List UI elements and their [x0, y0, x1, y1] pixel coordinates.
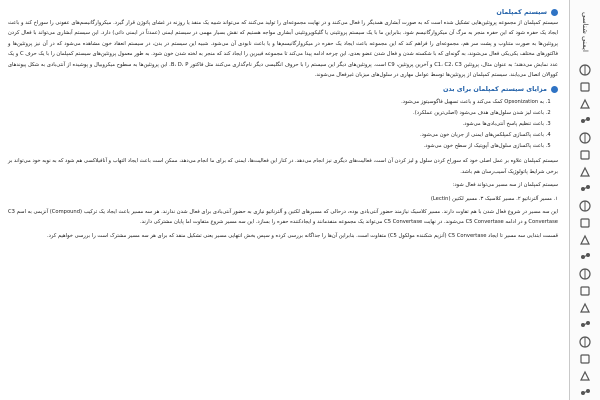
list-item: 3. باعث تنظیم پاسخ آنتی‌بادی‌ها می‌شود. — [8, 119, 544, 130]
gear-icon — [577, 148, 593, 162]
lab-icon — [577, 233, 593, 247]
atom-icon — [577, 216, 593, 230]
chart-icon — [577, 250, 593, 264]
cell-icon — [577, 114, 593, 128]
benefits-list — [8, 97, 558, 152]
molecule-icon — [577, 97, 593, 111]
syringe-icon — [577, 301, 593, 315]
list-item: 2. باعث لیز شدن سلول‌های هدف می‌شود (اصلی‌ترین عملکرد). — [8, 108, 544, 119]
bullet-icon — [551, 86, 558, 93]
clipboard-icon — [577, 386, 593, 400]
heart-icon — [577, 284, 593, 298]
pathways-list-line: ۱. مسیر آلترناتیو ۲. مسیر کلاسیک ۳. مسیر لکتین (Lectin) — [430, 195, 558, 202]
microscope-icon — [577, 63, 593, 77]
paragraph-other-functions: سیستم کمپلمان علاوه بر عمل اصلی خود که سوراخ کردن سلول و لیز کردن آن است، فعالیت‌های دیگری نیز انجام می‌دهد. در کنار این فعالیت‌ها، ایمنی که برای ما انجام می‌دهد، ممکن است باعث ایجاد التهاب و آنافیلاکسی هم شود که به نوبه خود می‌تواند بر برخی شرایط پاتولوژیک آسیب‌رسان هم باشد. — [8, 158, 558, 175]
sidebar-title: ایمنی شناسی — [581, 11, 589, 52]
document-content — [8, 6, 558, 396]
beaker-icon — [577, 318, 593, 332]
chapter-sidebar — [569, 0, 600, 400]
section-heading-text: مزایای سیستم کمپلمان برای بدن — [442, 85, 547, 94]
flask-icon — [577, 80, 593, 94]
pill-icon — [577, 335, 593, 349]
paragraph-convertase: این سه مسیر در شروع فعال شدن با هم تفاوت دارند. مسیر کلاسیک نیازمند حضور آنتی‌بادی بوده، درحالی که مسیرهای لکتین و آلترناتیو نیازی به حضور آنتی‌بادی برای فعال شدن ندارند. هر سه مسیر باعث ایجاد یک ترکیب (Compound) آنزیمی به اسم C3 Convertase و در ادامه C5 Convertase می‌شوند. در نهایت C5 Convertase می‌تواند یک مجموعه منفذمانند و ایجادکننده حفره را بسازد. این سه مسیر شروع متفاوت اما پایان مشترکی دارند. — [8, 209, 558, 226]
list-item: 1. به Opsonization کمک می‌کند و باعث تسهیل فاگوسیتوز می‌شود. — [8, 97, 544, 108]
sidebar-icon-list — [577, 63, 593, 400]
tube-icon — [577, 199, 593, 213]
virus-icon — [577, 182, 593, 196]
section-heading-benefits — [8, 83, 558, 95]
leaf-icon — [577, 267, 593, 281]
bacteria-icon — [577, 352, 593, 366]
section-heading-complement — [8, 6, 558, 18]
magnifier-icon — [577, 369, 593, 383]
bullet-icon — [551, 9, 558, 16]
paragraph-final: قسمت ابتدایی سه مسیر تا ایجاد C5 Convertase (آنزیم شکننده مولکول C5) متفاوت است. بنابراین آن‌ها را جداگانه بررسی کرده و سپس بخش انتهایی مسیر یعنی تشکیل منفذ که برای هر سه مسیر مشترک است را بررسی خواهیم کرد. — [46, 232, 558, 239]
list-item: 4. باعث پاکسازی کمپلکس‌های ایمنی از جریان خون می‌شود. — [8, 130, 544, 141]
paragraph-complement-intro: سیستم کمپلمان از مجموعه پروتئین‌هایی تشکیل شده است که به صورت آبشاری همدیگر را فعال می‌کنند و در نهایت مجموعه‌ای را تولید می‌کنند که می‌تواند شبیه یک منفذ یا روزنه در غشای پاتوژن قرار گیرد. میکروارگانیسم‌های عفونی را سوراخ کند و باعث ایجاد یک حفره شود که این حفره منجر به مرگ آن میکروارگانیسم شود. بنابراین ما با یک سیستم پروتئینی یا گلیکوپروتئینی آبشاری مواجه هستیم که نقش بسیار مهمی در سیستم ایمنی (عمدتاً در ایمنی ذاتی) دارد. این سیستم آبشاری می‌تواند با فعال کردن پروتئین‌ها به صورت متناوب و پشت سر هم، مجموعه‌ای را فراهم کند که این مجموعه باعث ایجاد یک حفره در میکروارگانیسم‌ها و یا باعث نابودی آن می‌شود. شبیه این سیستم در بدن، در سیستم انعقاد خون مشاهده می‌شود که در آن نیز پروتئین‌ها و فاکتورهای مختلف یکی‌یکی فعال می‌شوند، به گونه‌ای که با شکسته شدن و فعال شدن عضو بعدی، این چرخه ادامه پیدا می‌کند تا مجموعه فیبرین را ایجاد کند که منجر به لخته شدن خون شود. به طور معمول پروتئین‌های سیستم کمپلمان را با یک حرف C و یک عدد نمایش می‌دهند؛ به عنوان مثال، پروتئین C1، C2، C3 و آخرین پروتئین، C9 است. پروتئین‌های دیگر این سیستم را با حروف انگلیسی دیگر نام‌گذاری می‌کنند مثل فاکتور B، D، P. این پروتئین‌ها به سطوح میکروبیال و پوشیده از آنتی‌بادی به شکل پیوندهای کووالان اتصال می‌یابند. سیستم کمپلمان از پروتئین‌ها توسط عوامل مهاری در سلول‌های میزبان غیرفعال می‌شوند. — [8, 20, 559, 79]
dna-icon — [577, 165, 593, 179]
list-item: 5. باعث پاکسازی سلول‌های آپوپتیک از سطح خون می‌شود. — [8, 141, 544, 152]
book-icon — [577, 131, 593, 145]
section-heading-text: سیستم کمپلمان — [496, 7, 547, 16]
pathways-intro: سیستم کمپلمان از سه مسیر می‌تواند فعال شود: — [452, 182, 558, 189]
